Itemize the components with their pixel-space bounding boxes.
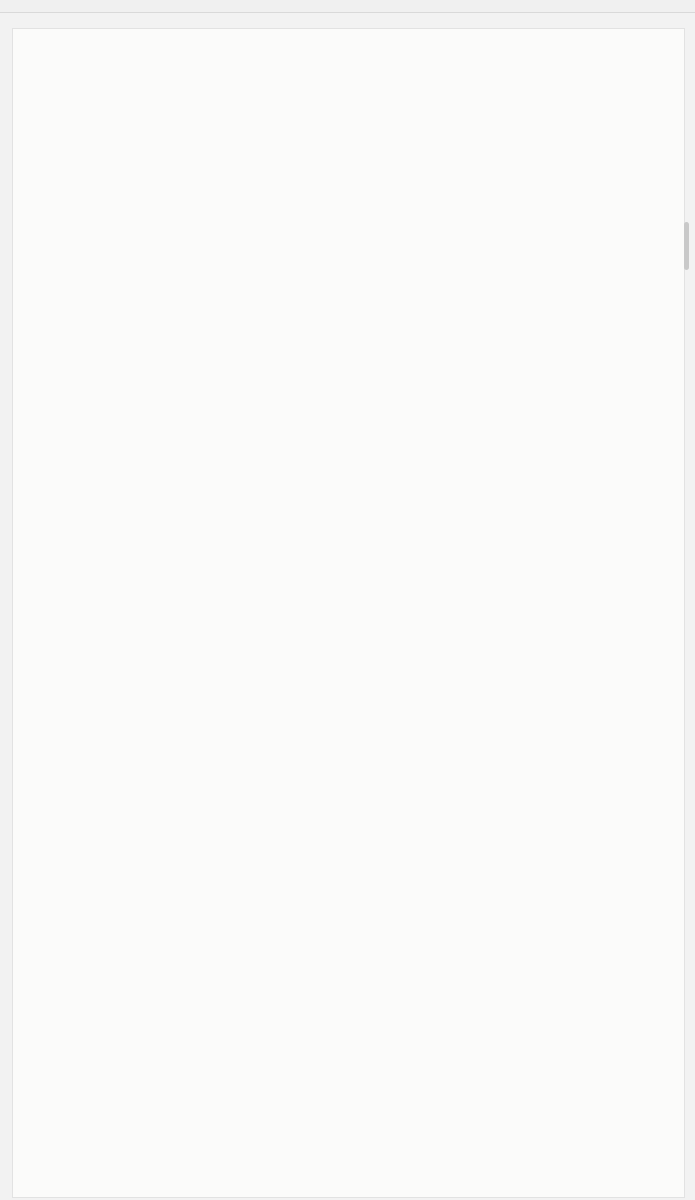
- document-body: [37, 120, 599, 140]
- browser-top-bar: [0, 0, 695, 13]
- top-logos-row: [24, 40, 664, 110]
- scrollbar-thumb[interactable]: [684, 222, 689, 270]
- document-page: [12, 28, 685, 1198]
